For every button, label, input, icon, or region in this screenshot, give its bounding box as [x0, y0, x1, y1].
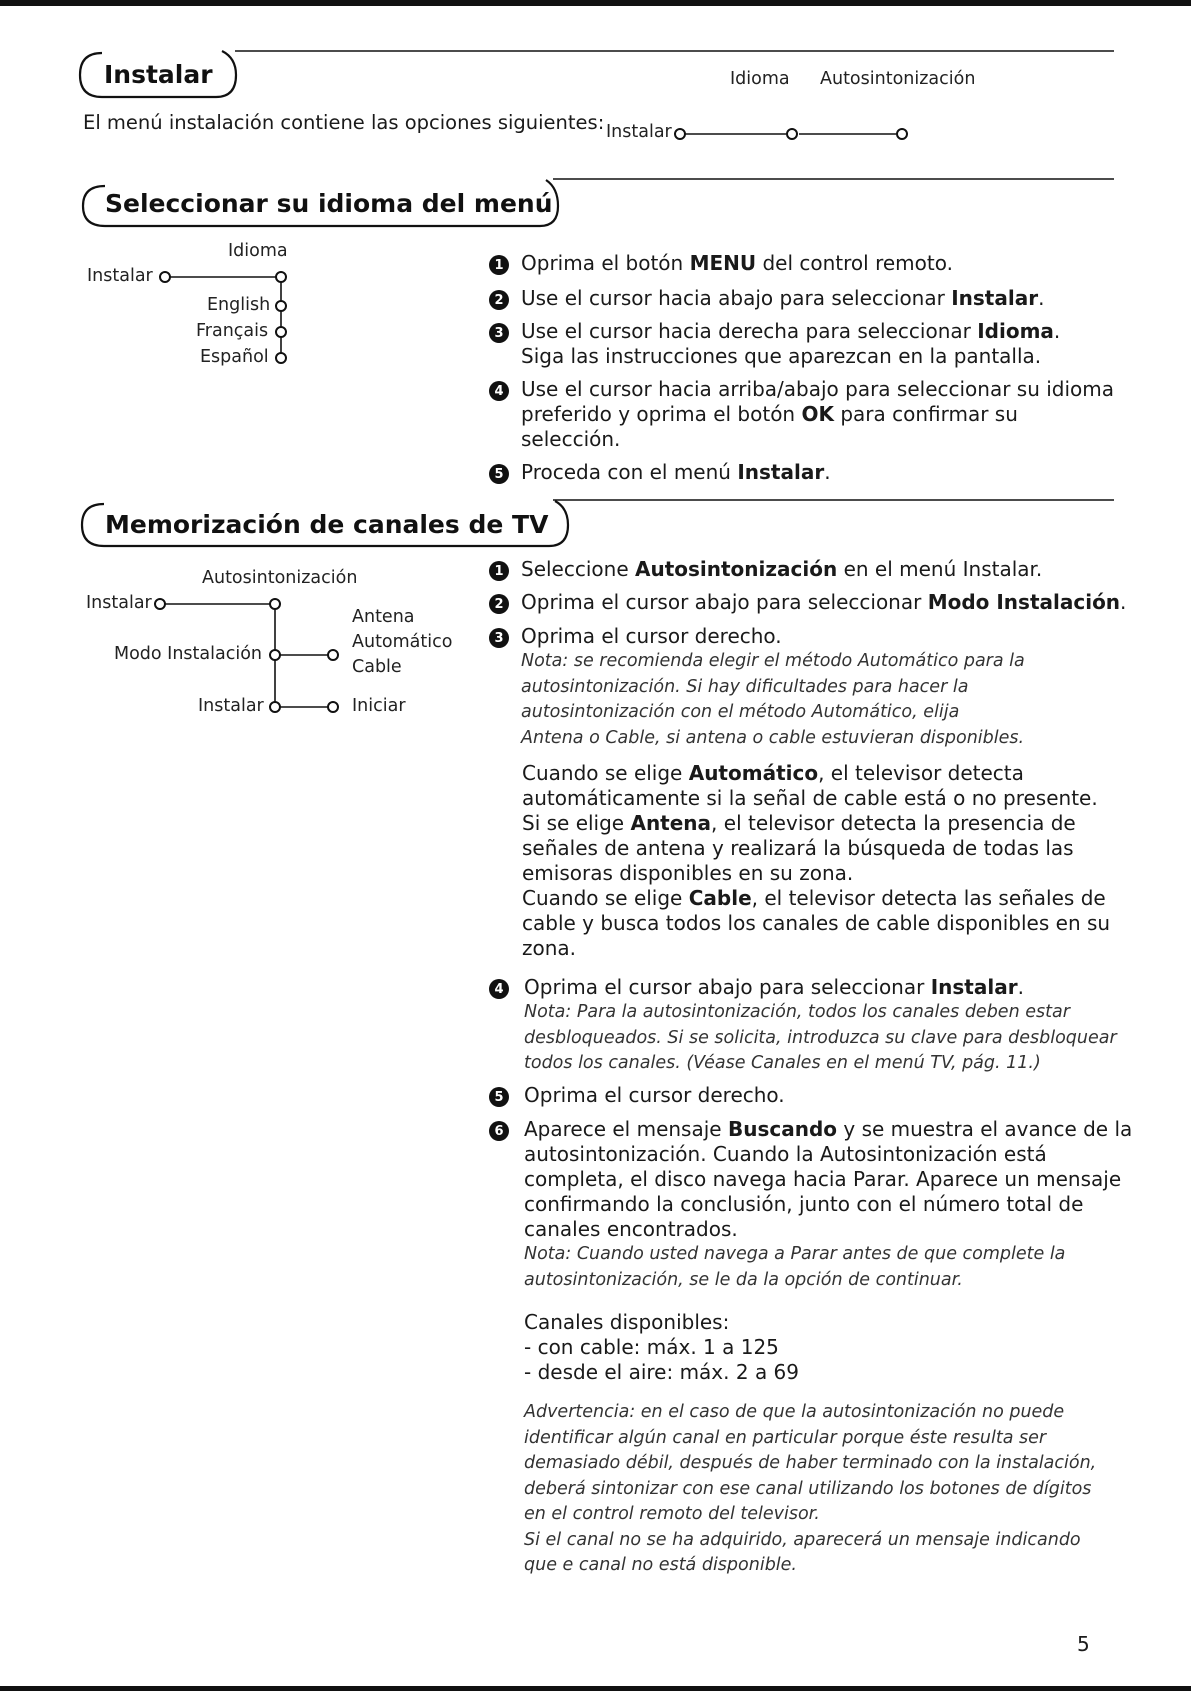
emphasis-text: Modo Instalación [927, 590, 1121, 614]
diagram-option-automatico: Automático [352, 632, 453, 652]
section-idioma [0, 160, 1191, 495]
diagram-root-label: Instalar [86, 593, 152, 613]
note-line: desbloqueados. Si se solicita, introduzca su clave para desbloquear [524, 1027, 1117, 1048]
intro-text: El menú instalación contiene las opciones siguientes: [83, 111, 605, 134]
channels-item: - con cable: máx. 1 a 125 [524, 1335, 779, 1359]
step-number-badge: 5 [489, 464, 509, 484]
emphasis-text: Instalar [737, 460, 825, 484]
note-line: todos los canales. (Véase Canales en el menú TV, pág. 11.) [524, 1053, 1041, 1073]
text-segment: cable y busca todos los canales de cable disponibles en su [522, 911, 1111, 935]
emphasis-text: OK [801, 402, 834, 426]
text-segment: Oprima el cursor abajo para seleccionar [524, 975, 931, 999]
text-line [522, 788, 1098, 808]
note-line: autosintonización. Si hay dificultades para hacer la [521, 676, 969, 697]
text-segment: preferido y oprima el botón [521, 402, 802, 426]
step-number-badge: 2 [489, 290, 509, 310]
text-segment: . [1038, 286, 1045, 310]
emphasis-text: MENU [689, 251, 757, 275]
warning-line: demasiado débil, después de haber terminado con la instalación, [524, 1453, 1097, 1473]
text-segment: , el televisor detecta la presencia de [711, 811, 1076, 835]
channels-item: - desde el aire: máx. 2 a 69 [524, 1360, 799, 1384]
diagram-option-espanol: Español [200, 347, 269, 367]
diagram-option-english: English [207, 295, 271, 315]
diagram-header: Idioma [228, 241, 288, 261]
text-segment: selección. [521, 427, 621, 451]
text-segment: zona. [522, 936, 577, 960]
emphasis-text: Antena [630, 811, 712, 835]
text-line [521, 321, 1060, 341]
text-line [521, 288, 1044, 308]
text-line [521, 626, 782, 646]
text-segment: Seleccione [521, 557, 635, 581]
note-line: autosintonización con el método Automático, elija [521, 702, 960, 722]
text-segment: Oprima el botón [521, 251, 690, 275]
text-segment: Oprima el cursor derecho. [524, 1083, 785, 1107]
step-number-badge: 6 [489, 1121, 509, 1141]
section-title: Instalar [104, 60, 213, 89]
emphasis-text: Instalar [951, 286, 1039, 310]
step-number-badge: 1 [489, 255, 509, 275]
note-line: Nota: Cuando usted navega a Parar antes de que complete la [524, 1244, 1066, 1264]
text-line [524, 1144, 1047, 1164]
diagram-option-francais: Français [196, 321, 269, 341]
step-number-badge: 2 [489, 594, 509, 614]
diagram-modo-label: Modo Instalación [114, 644, 263, 664]
diagram-root-label: Instalar [606, 122, 672, 142]
step-number-badge: 5 [489, 1087, 509, 1107]
section-memorizacion [0, 495, 1191, 1691]
text-segment: en el menú Instalar. [837, 557, 1043, 581]
text-line [524, 1194, 1083, 1214]
warning-line: que e canal no está disponible. [524, 1555, 797, 1575]
text-segment: . [1120, 590, 1127, 614]
page-bottom-border [0, 1686, 1191, 1691]
text-line [521, 462, 831, 482]
emphasis-text: Instalar [930, 975, 1018, 999]
step-number-badge: 4 [489, 979, 509, 999]
channels-title: Canales disponibles: [524, 1310, 730, 1334]
emphasis-text: Automático [688, 761, 819, 785]
text-segment: señales de antena y realizará la búsqueda de todas las [522, 836, 1074, 860]
text-line [522, 813, 1076, 833]
diagram-instalar-label: Instalar [198, 696, 264, 716]
text-line [521, 429, 620, 449]
text-line [522, 913, 1110, 933]
text-line [521, 253, 953, 273]
text-segment: Use el cursor hacia arriba/abajo para seleccionar su idioma [521, 377, 1115, 401]
note-line: Nota: se recomienda elegir el método Automático para la [521, 651, 1025, 671]
text-segment: del control remoto. [756, 251, 953, 275]
emphasis-text: Autosintonización [634, 557, 838, 581]
note-line: Antena o Cable, si antena o cable estuvieran disponibles. [521, 727, 1025, 748]
note-line: autosintonización, se le da la opción de continuar. [524, 1269, 963, 1290]
text-segment: Oprima el cursor derecho. [521, 624, 782, 648]
section-instalar [0, 0, 1191, 160]
text-segment: autosintonización. Cuando la Autosintonización está [524, 1142, 1047, 1166]
text-line [521, 404, 1018, 424]
text-line [524, 1169, 1121, 1189]
step-number-badge: 3 [489, 323, 509, 343]
emphasis-text: Cable [688, 886, 752, 910]
text-segment: y se muestra el avance de la [837, 1117, 1133, 1141]
text-segment: Cuando se elige [522, 886, 689, 910]
text-line [524, 1119, 1132, 1139]
text-segment: . [1053, 319, 1061, 343]
text-line [521, 559, 1042, 579]
text-segment: para confirmar su [833, 402, 1018, 426]
note-line: Nota: Para la autosintonización, todos los canales deben estar [524, 1002, 1070, 1022]
diagram-option-iniciar: Iniciar [352, 696, 406, 716]
text-segment: . [824, 460, 831, 484]
text-line [522, 863, 853, 883]
warning-line: Si el canal no se ha adquirido, aparecerá un mensaje indicando [524, 1529, 1081, 1550]
step-number-badge: 4 [489, 381, 509, 401]
text-segment: Cuando se elige [522, 761, 689, 785]
text-line [521, 346, 1041, 366]
text-line [522, 938, 576, 958]
text-segment: Si se elige [522, 811, 631, 835]
text-segment: Siga las instrucciones que aparezcan en la pantalla. [521, 344, 1042, 368]
text-segment: . [1017, 975, 1024, 999]
text-segment: canales encontrados. [524, 1217, 738, 1241]
diagram-option-antena: Antena [352, 607, 415, 627]
text-segment: , el televisor detecta las señales de [751, 886, 1106, 910]
text-segment: confirmando la conclusión, junto con el número total de [524, 1192, 1084, 1216]
text-line [522, 763, 1024, 783]
text-segment: Aparece el mensaje [524, 1117, 728, 1141]
page-number: 5 [1077, 1632, 1090, 1656]
section-title: Seleccionar su idioma del menú [105, 189, 553, 218]
text-line [524, 1085, 785, 1105]
text-line [522, 838, 1074, 858]
text-segment: Use el cursor hacia derecha para seleccionar [521, 319, 978, 343]
step-number-badge: 1 [489, 561, 509, 581]
warning-line: en el control remoto del televisor. [524, 1504, 820, 1524]
diagram-root-label: Instalar [87, 266, 153, 286]
text-segment: emisoras disponibles en su zona. [522, 861, 854, 885]
section-title: Memorización de canales de TV [105, 510, 549, 539]
emphasis-text: Buscando [727, 1117, 838, 1141]
text-line [524, 1219, 738, 1239]
diagram-option-cable: Cable [352, 657, 402, 677]
warning-line: identificar algún canal en particular porque éste resulta ser [524, 1427, 1047, 1448]
diagram-option-autosintonizacion: Autosintonización [820, 69, 976, 89]
text-segment: Use el cursor hacia abajo para seleccionar [521, 286, 952, 310]
warning-line: Advertencia: en el caso de que la autosintonización no puede [524, 1402, 1065, 1422]
step-number-badge: 3 [489, 628, 509, 648]
text-line [522, 888, 1106, 908]
menu-tree-diagram [0, 0, 1191, 160]
text-segment: completa, el disco navega hacia Parar. Aparece un mensaje [524, 1167, 1122, 1191]
text-line [524, 977, 1024, 997]
diagram-option-idioma: Idioma [730, 69, 790, 89]
text-line [521, 592, 1126, 612]
diagram-header: Autosintonización [202, 568, 358, 588]
warning-line: deberá sintonizar con ese canal utilizando los botones de dígitos [524, 1478, 1092, 1499]
emphasis-text: Idioma [977, 319, 1054, 343]
text-segment: Proceda con el menú [521, 460, 738, 484]
text-segment: , el televisor detecta [818, 761, 1024, 785]
text-segment: Oprima el cursor abajo para seleccionar [521, 590, 928, 614]
text-line [521, 379, 1114, 399]
text-segment: automáticamente si la señal de cable está o no presente. [522, 786, 1098, 810]
